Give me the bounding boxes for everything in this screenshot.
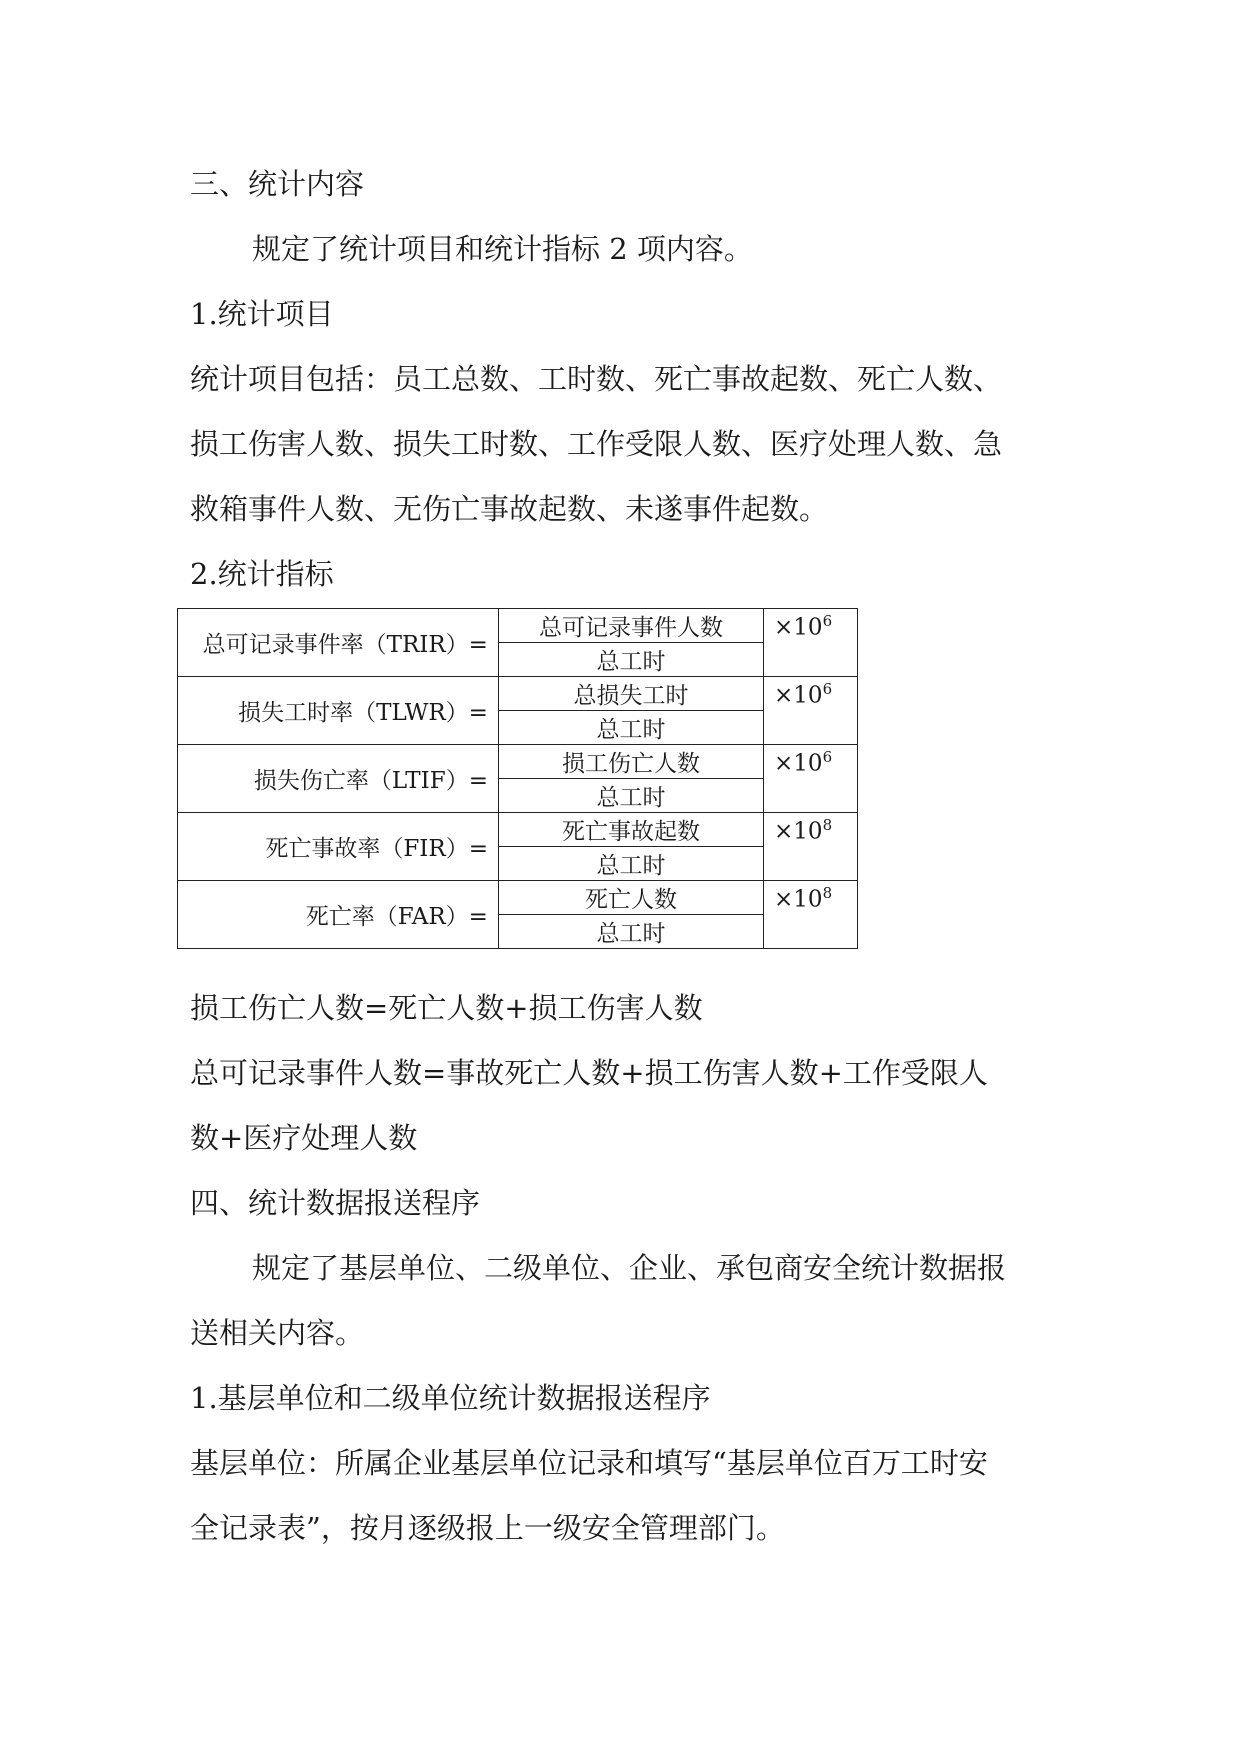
multiplier-exponent: 6 <box>822 612 833 630</box>
multiplier-exponent: 8 <box>822 816 833 834</box>
multiplier-base: ×10 <box>774 682 823 709</box>
multiplier-base: ×10 <box>774 750 823 777</box>
metric-denominator: 总工时 <box>498 847 763 881</box>
item-1-text-line-3: 救箱事件人数、无伤亡事故起数、未遂事件起数。 <box>190 492 829 526</box>
section-4-intro-line-1: 规定了基层单位、二级单位、企业、承包商安全统计数据报 <box>252 1251 1007 1285</box>
metric-denominator: 总工时 <box>498 643 763 677</box>
metric-multiplier <box>764 745 858 813</box>
section-4-item-1-title: 1.基层单位和二级单位统计数据报送程序 <box>190 1381 711 1415</box>
multiplier-exponent: 8 <box>822 884 833 902</box>
metric-row <box>178 609 858 643</box>
section-4-intro-line-2: 送相关内容。 <box>190 1316 365 1350</box>
formula-1: 损工伤亡人数=死亡人数+损工伤害人数 <box>190 991 703 1025</box>
section-4-heading: 四、统计数据报送程序 <box>190 1186 481 1220</box>
metric-name: 死亡率（FAR）= <box>178 881 499 949</box>
item-1-text-line-2: 损工伤害人数、损失工时数、工作受限人数、医疗处理人数、急 <box>190 427 1003 461</box>
metric-name: 损失伤亡率（LTIF）= <box>178 745 499 813</box>
metric-denominator: 总工时 <box>498 779 763 813</box>
item-1-title: 1.统计项目 <box>190 297 334 331</box>
item-2-title: 2.统计指标 <box>190 557 334 591</box>
metric-numerator: 总损失工时 <box>498 677 763 711</box>
section-3-heading: 三、统计内容 <box>190 167 365 201</box>
formula-2-line-1: 总可记录事件人数=事故死亡人数+损工伤害人数+工作受限人 <box>190 1056 988 1090</box>
metric-denominator: 总工时 <box>498 915 763 949</box>
formula-2-line-2: 数+医疗处理人数 <box>190 1121 418 1155</box>
section-3-intro: 规定了统计项目和统计指标 2 项内容。 <box>252 232 753 266</box>
multiplier-exponent: 6 <box>822 748 833 766</box>
multiplier-base: ×10 <box>774 886 823 913</box>
metric-row <box>178 813 858 847</box>
multiplier-base: ×10 <box>774 614 823 641</box>
section-4-item-1-text-line-1: 基层单位：所属企业基层单位记录和填写“基层单位百万工时安 <box>190 1446 988 1480</box>
metric-multiplier <box>764 609 858 677</box>
multiplier-exponent: 6 <box>822 680 833 698</box>
metrics-table <box>177 608 858 949</box>
metric-numerator: 死亡人数 <box>498 881 763 915</box>
metric-multiplier <box>764 677 858 745</box>
item-1-text-line-1: 统计项目包括：员工总数、工时数、死亡事故起数、死亡人数、 <box>190 362 1003 396</box>
metric-multiplier <box>764 813 858 881</box>
section-4-item-1-text-line-2: 全记录表”，按月逐级报上一级安全管理部门。 <box>190 1511 785 1545</box>
metric-row <box>178 745 858 779</box>
metric-numerator: 总可记录事件人数 <box>498 609 763 643</box>
metric-name: 死亡事故率（FIR）= <box>178 813 499 881</box>
metric-numerator: 死亡事故起数 <box>498 813 763 847</box>
metric-multiplier <box>764 881 858 949</box>
metric-name: 损失工时率（TLWR）= <box>178 677 499 745</box>
metric-name: 总可记录事件率（TRIR）= <box>178 609 499 677</box>
metric-row <box>178 677 858 711</box>
metric-numerator: 损工伤亡人数 <box>498 745 763 779</box>
multiplier-base: ×10 <box>774 818 823 845</box>
metric-denominator: 总工时 <box>498 711 763 745</box>
metric-row <box>178 881 858 915</box>
